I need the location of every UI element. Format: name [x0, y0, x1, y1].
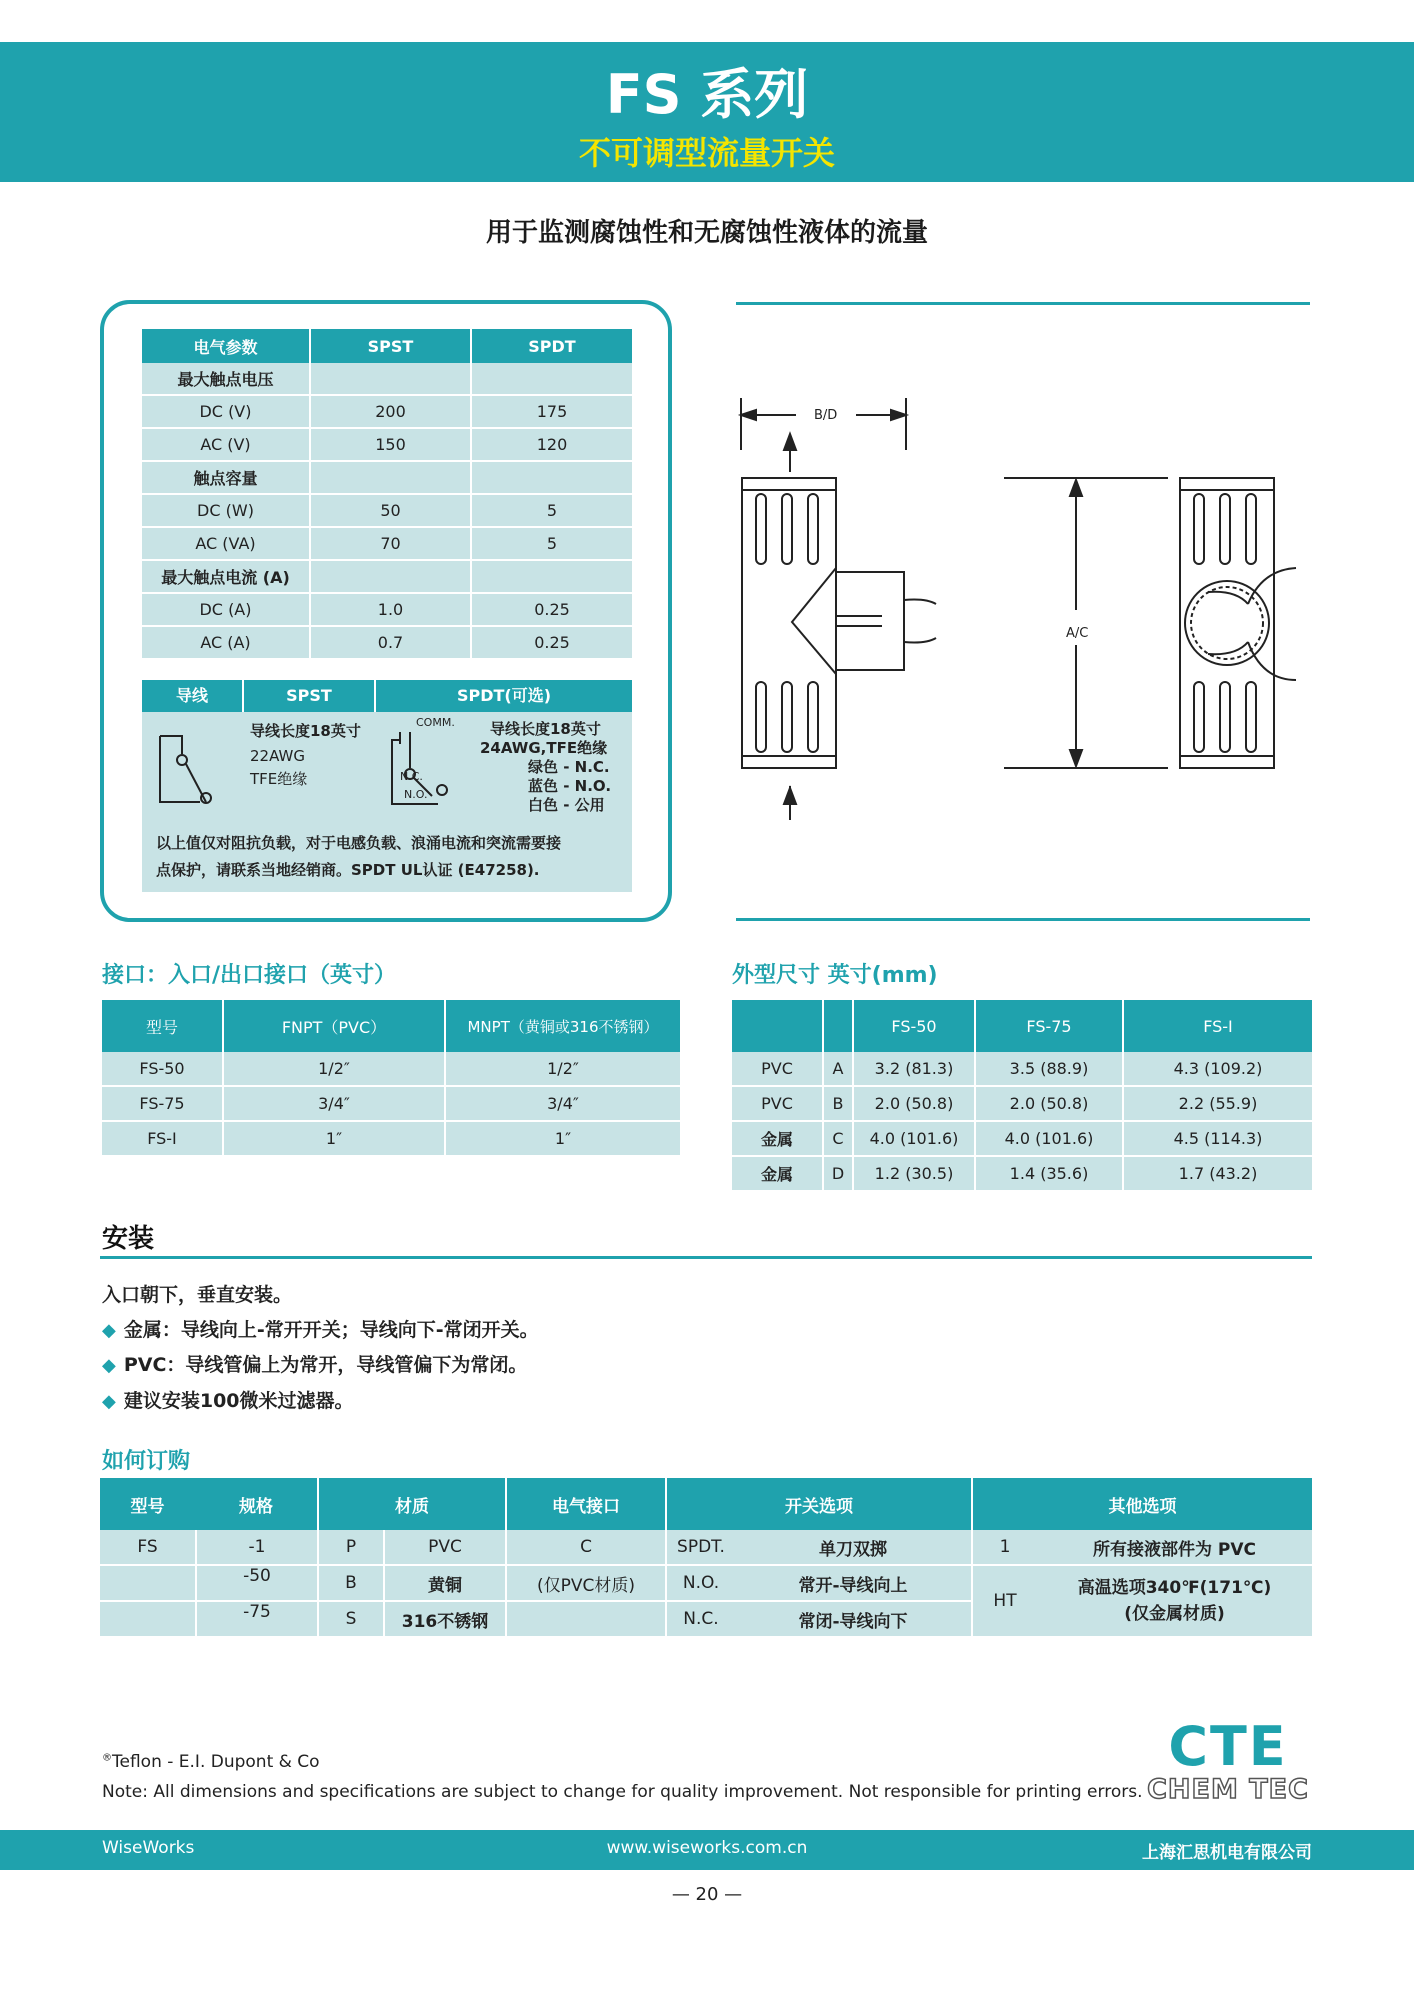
col-header: FS-I [1122, 1000, 1312, 1052]
cell: DC (V) [142, 396, 309, 429]
order-heading: 如何订购 [102, 1449, 191, 1474]
comm-label: COMM. [416, 716, 455, 729]
nc-label: N.C. [400, 770, 423, 783]
footer-brand: WiseWorks [102, 1838, 195, 1858]
cell: 黄铜 [383, 1566, 505, 1602]
cell: 1/2″ [222, 1052, 444, 1087]
cell: 2.0 (50.8) [974, 1087, 1122, 1122]
cell: 金属 [732, 1122, 822, 1157]
cell: PVC [732, 1052, 822, 1087]
cell: 1″ [444, 1122, 680, 1157]
col-header: MNPT（黄铜或316不锈钢） [444, 1000, 680, 1052]
install-item-text: 金属：导线向上-常开开关；导线向下-常闭开关。 [123, 1319, 539, 1341]
page-number: — 20 — [671, 1884, 743, 1905]
spdt-wire-green: 绿色 - N.C. [528, 758, 610, 776]
cell: 1.7 (43.2) [1122, 1157, 1312, 1192]
col-header: 其他选项 [971, 1478, 1312, 1530]
col-header: FS-50 [852, 1000, 974, 1052]
cell: S [317, 1602, 383, 1638]
cell: 70 [309, 528, 470, 561]
wire-header [142, 680, 632, 712]
col-header: SPDT [470, 329, 632, 363]
cell: 3.2 (81.3) [852, 1052, 974, 1087]
cell: 1/2″ [444, 1052, 680, 1087]
cell: 0.25 [470, 594, 632, 627]
cell: 5 [470, 495, 632, 528]
spdt-schematic-icon [382, 716, 472, 816]
col-header: FNPT（PVC） [222, 1000, 444, 1052]
cell: 1 [971, 1530, 1037, 1566]
col-header: 型号 [102, 1000, 222, 1052]
col-header: FS-75 [974, 1000, 1122, 1052]
col-header [822, 1000, 852, 1052]
cell: 0.25 [470, 627, 632, 660]
cell: (仅PVC材质) [505, 1566, 665, 1602]
cell: N.O. [665, 1566, 735, 1602]
footer-company: 上海汇思机电有限公司 [1142, 1843, 1312, 1863]
ports-table [102, 1000, 680, 1157]
install-item-text: PVC：导线管偏上为常开，导线管偏下为常闭。 [123, 1354, 528, 1376]
col-header: 电气参数 [142, 329, 309, 363]
cell: B [317, 1566, 383, 1602]
cell: 1.0 [309, 594, 470, 627]
cell: 1.2 (30.5) [852, 1157, 974, 1192]
cell: 1.4 (35.6) [974, 1157, 1122, 1192]
note-line-2: 点保护，请联系当地经销商。SPDT UL认证 (E47258). [156, 861, 540, 879]
spst-wire-gauge: 22AWG [250, 747, 305, 765]
cell: 150 [309, 429, 470, 462]
spdt-wire-gauge: 24AWG,TFE绝缘 [480, 739, 608, 757]
install-heading: 安装 [102, 1224, 155, 1254]
cell: FS [100, 1530, 195, 1566]
cell: 2.2 (55.9) [1122, 1087, 1312, 1122]
cell: AC (VA) [142, 528, 309, 561]
cell: 175 [470, 396, 632, 429]
cell: 单刀双掷 [735, 1530, 971, 1566]
cell: C [505, 1530, 665, 1566]
diamond-bullet-icon: ◆ [102, 1320, 116, 1341]
install-item-text: 建议安装100微米过滤器。 [123, 1390, 354, 1412]
cell: -75 [195, 1602, 317, 1638]
cell: FS-75 [102, 1087, 222, 1122]
cell: 常开-导线向上 [735, 1566, 971, 1602]
col-header: 型号 [100, 1478, 195, 1530]
spdt-wire-length: 导线长度18英寸 [490, 720, 601, 738]
disclaimer: Note: All dimensions and specifications are subject to change for quality improvement. Not responsible for printing errors. [102, 1782, 1143, 1802]
cell: -50 [195, 1566, 317, 1602]
no-label: N.O. [404, 788, 428, 801]
cell: B [822, 1087, 852, 1122]
teflon-text: Teflon - E.I. Dupont & Co [112, 1752, 320, 1772]
chemtec-logo: CHEM TEC [1147, 1774, 1309, 1805]
tagline: 用于监测腐蚀性和无腐蚀性液体的流量 [485, 218, 928, 248]
cell: 所有接液部件为 PVC [1037, 1530, 1312, 1566]
cell: 3/4″ [444, 1087, 680, 1122]
footer-url[interactable]: www.wiseworks.com.cn [606, 1838, 808, 1858]
cell: P [317, 1530, 383, 1566]
wire-col-header: SPDT(可选) [376, 680, 632, 712]
label-ac: A/C [1064, 622, 1090, 645]
cell: FS-50 [102, 1052, 222, 1087]
cell: 3.5 (88.9) [974, 1052, 1122, 1087]
cell: 4.5 (114.3) [1122, 1122, 1312, 1157]
install-line: 入口朝下，垂直安装。 [102, 1284, 293, 1306]
dimension-drawing [736, 390, 1316, 830]
cell: SPDT. [665, 1530, 735, 1566]
group-label: 触点容量 [142, 462, 309, 495]
install-item [102, 1386, 354, 1413]
ht-desc-line: 高温选项340℉(171℃) [1077, 1578, 1272, 1598]
cell: 5 [470, 528, 632, 561]
group-label: 最大触点电流 (A) [142, 561, 309, 594]
cte-logo: CTE [1168, 1715, 1288, 1778]
page-title: FS 系列 [605, 63, 809, 126]
cell: DC (W) [142, 495, 309, 528]
diamond-bullet-icon: ◆ [102, 1391, 116, 1412]
cell: 3/4″ [222, 1087, 444, 1122]
install-rule [100, 1256, 1312, 1259]
cell: 50 [309, 495, 470, 528]
cell: 0.7 [309, 627, 470, 660]
install-item [102, 1315, 539, 1342]
cell: DC (A) [142, 594, 309, 627]
cell: 4.3 (109.2) [1122, 1052, 1312, 1087]
ports-heading: 接口：入口/出口接口（英寸） [102, 963, 397, 988]
spdt-wire-blue: 蓝色 - N.O. [528, 777, 612, 795]
diamond-bullet-icon: ◆ [102, 1355, 116, 1376]
cell: D [822, 1157, 852, 1192]
cell: 4.0 (101.6) [974, 1122, 1122, 1157]
wire-col-header: 导线 [142, 680, 242, 712]
ht-description [1037, 1566, 1312, 1638]
wire-body [142, 712, 632, 892]
cell: 2.0 (50.8) [852, 1087, 974, 1122]
col-header: 开关选项 [665, 1478, 971, 1530]
dimensions-heading: 外型尺寸 英寸(mm) [732, 963, 938, 988]
drawing-top-rule [736, 302, 1310, 305]
cell: 200 [309, 396, 470, 429]
label-bd: B/D [810, 408, 841, 423]
cell: 常闭-导线向下 [735, 1602, 971, 1638]
col-header: 材质 [317, 1478, 505, 1530]
cell: PVC [383, 1530, 505, 1566]
cell: 1″ [222, 1122, 444, 1157]
col-header: SPST [309, 329, 470, 363]
wire-col-header: SPST [244, 680, 374, 712]
install-item [102, 1350, 527, 1377]
spst-wire-insulation: TFE绝缘 [250, 770, 308, 788]
spst-wire-length: 导线长度18英寸 [250, 722, 361, 740]
note-line-1: 以上值仅对阻抗负载，对于电感负载、浪涌电流和突流需要接 [156, 834, 562, 852]
col-header: 规格 [195, 1478, 317, 1530]
ht-desc-line: (仅金属材质) [1124, 1604, 1225, 1624]
cell: A [822, 1052, 852, 1087]
cell: FS-I [102, 1122, 222, 1157]
cell: HT [971, 1566, 1037, 1638]
cell: 316不锈钢 [383, 1602, 505, 1638]
group-label: 最大触点电压 [142, 363, 309, 396]
cell: C [822, 1122, 852, 1157]
registered-mark: ® [102, 1752, 112, 1764]
drawing-bottom-rule [736, 918, 1310, 921]
cell: AC (V) [142, 429, 309, 462]
col-header: 电气接口 [505, 1478, 665, 1530]
cell: AC (A) [142, 627, 309, 660]
cell: -1 [195, 1530, 317, 1566]
spdt-wire-white: 白色 - 公用 [528, 796, 605, 814]
cell: 120 [470, 429, 632, 462]
electrical-table [142, 329, 632, 660]
cell: PVC [732, 1087, 822, 1122]
order-table [100, 1478, 1312, 1638]
teflon-note [102, 1752, 320, 1772]
cell: N.C. [665, 1602, 735, 1638]
spst-schematic-icon [152, 720, 232, 810]
dimensions-table [732, 1000, 1312, 1192]
cell: 4.0 (101.6) [852, 1122, 974, 1157]
cell: 金属 [732, 1157, 822, 1192]
col-header [732, 1000, 822, 1052]
page-subtitle: 不可调型流量开关 [578, 134, 835, 172]
